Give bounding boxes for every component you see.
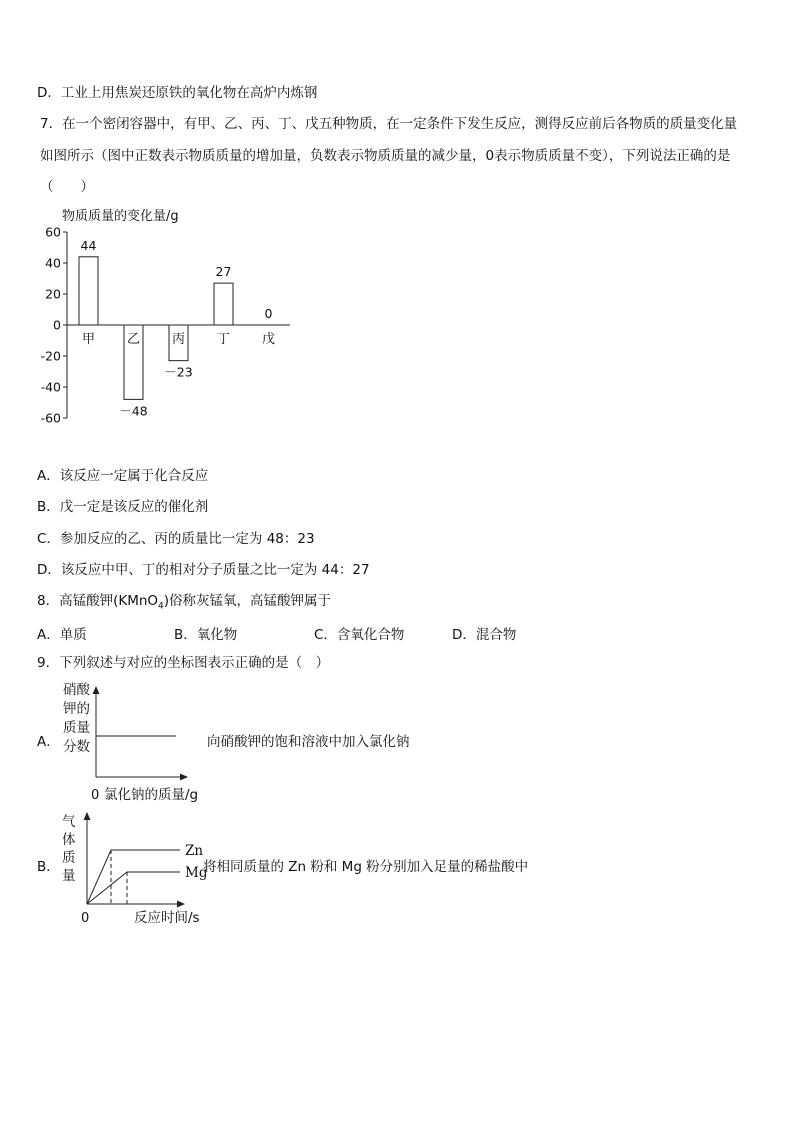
q9b-y-label-1: 气 xyxy=(62,814,76,830)
bar-value-label: －48 xyxy=(119,403,148,419)
q8-option-d: D．混合物 xyxy=(452,627,517,643)
y-tick-label: -40 xyxy=(40,379,61,395)
q9b-mg-label: Mg xyxy=(185,865,208,881)
q9a-x-axis-label: 氯化钠的质量/g xyxy=(104,787,199,803)
q8-option-b: B．氧化物 xyxy=(174,627,238,643)
y-tick-label: -20 xyxy=(40,348,61,364)
q9b-zn-label: Zn xyxy=(185,843,204,859)
q9b-origin-label: 0 xyxy=(81,911,90,926)
q7-option-a: A．该反应一定属于化合反应 xyxy=(37,468,209,484)
q9b-y-axis-arrow xyxy=(84,812,91,820)
category-label: 丁 xyxy=(216,332,231,347)
chart-y-axis-label: 物质质量的变化量/g xyxy=(62,209,179,224)
q9a-y-label-1: 硝酸 xyxy=(63,682,90,698)
category-label: 戊 xyxy=(261,332,276,347)
q9a-y-axis-arrow xyxy=(93,686,100,694)
q9a-description: 向硝酸钾的饱和溶液中加入氯化钠 xyxy=(207,734,410,750)
q9b-description: 将相同质量的 Zn 粉和 Mg 粉分别加入足量的稀盐酸中 xyxy=(203,859,529,875)
q9-option-a-graph xyxy=(30,678,530,808)
q7-option-c: C．参加反应的乙、丙的质量比一定为 48：23 xyxy=(37,531,315,547)
q9-option-b-graph xyxy=(30,810,550,930)
q9-stem: 9．下列叙述与对应的坐标图表示正确的是（ ） xyxy=(37,655,330,671)
y-tick-label: 0 xyxy=(53,317,61,333)
q9a-y-label-2: 钾的 xyxy=(63,701,90,717)
category-label: 丙 xyxy=(171,332,186,347)
q9b-y-label-3: 质 xyxy=(62,850,76,866)
bar-value-label: 44 xyxy=(80,237,97,253)
q9b-x-axis-arrow xyxy=(177,901,185,908)
q9a-x-axis-arrow xyxy=(180,774,188,781)
q7-stem-line2: 如图所示（图中正数表示物质质量的增加量，负数表示物质质量的减少量，0表示物质质量不变），下列说法正确的是 xyxy=(40,148,731,164)
q8-option-c: C．含氧化合物 xyxy=(314,627,405,643)
bar xyxy=(79,257,98,325)
q8-stem-subscript: 4 xyxy=(158,601,164,612)
q8-stem xyxy=(37,592,331,616)
q9a-y-label-3: 质量 xyxy=(63,720,90,736)
q8-option-a: A．单质 xyxy=(37,627,87,643)
bar xyxy=(214,283,233,325)
q8-stem-before: 8．高锰酸钾(KMnO xyxy=(37,593,159,609)
bar-value-label: 27 xyxy=(215,264,232,280)
q9b-option-label: B． xyxy=(37,859,60,875)
q7-bar-chart xyxy=(30,200,310,430)
q9b-mg-curve xyxy=(87,872,180,904)
y-tick-label: 40 xyxy=(45,255,61,271)
category-label: 乙 xyxy=(126,332,141,347)
q8-options xyxy=(37,623,557,641)
q8-stem-after: )俗称灰锰氧，高锰酸钾属于 xyxy=(163,593,332,609)
q7-stem-line1: 7．在一个密闭容器中，有甲、乙、丙、丁、戊五种物质，在一定条件下发生反应，测得反应前后各物质的质量变化量 xyxy=(40,116,738,132)
q9b-x-axis-label: 反应时间/s xyxy=(134,910,200,926)
y-tick-label: -60 xyxy=(40,410,61,426)
q9b-y-label-2: 体 xyxy=(62,832,76,848)
q7-option-b: B．戊一定是该反应的催化剂 xyxy=(37,499,209,515)
category-label: 甲 xyxy=(81,332,96,347)
prev-question-option-d: D．工业上用焦炭还原铁的氧化物在高炉内炼钢 xyxy=(37,85,318,101)
y-tick-label: 20 xyxy=(45,286,61,302)
q9a-y-label-4: 分数 xyxy=(63,739,90,755)
bar-value-label: －23 xyxy=(164,364,193,380)
q7-option-d: D．该反应中甲、丁的相对分子质量之比一定为 44：27 xyxy=(37,562,370,578)
q9b-y-label-4: 量 xyxy=(62,868,76,884)
bar-value-label: 0 xyxy=(264,306,273,321)
q9b-zn-curve xyxy=(87,850,180,904)
q7-stem-line3: （ ） xyxy=(40,179,94,195)
q9a-origin-label: 0 xyxy=(91,788,100,803)
y-tick-label: 60 xyxy=(45,224,61,240)
q9a-option-label: A． xyxy=(37,734,60,750)
